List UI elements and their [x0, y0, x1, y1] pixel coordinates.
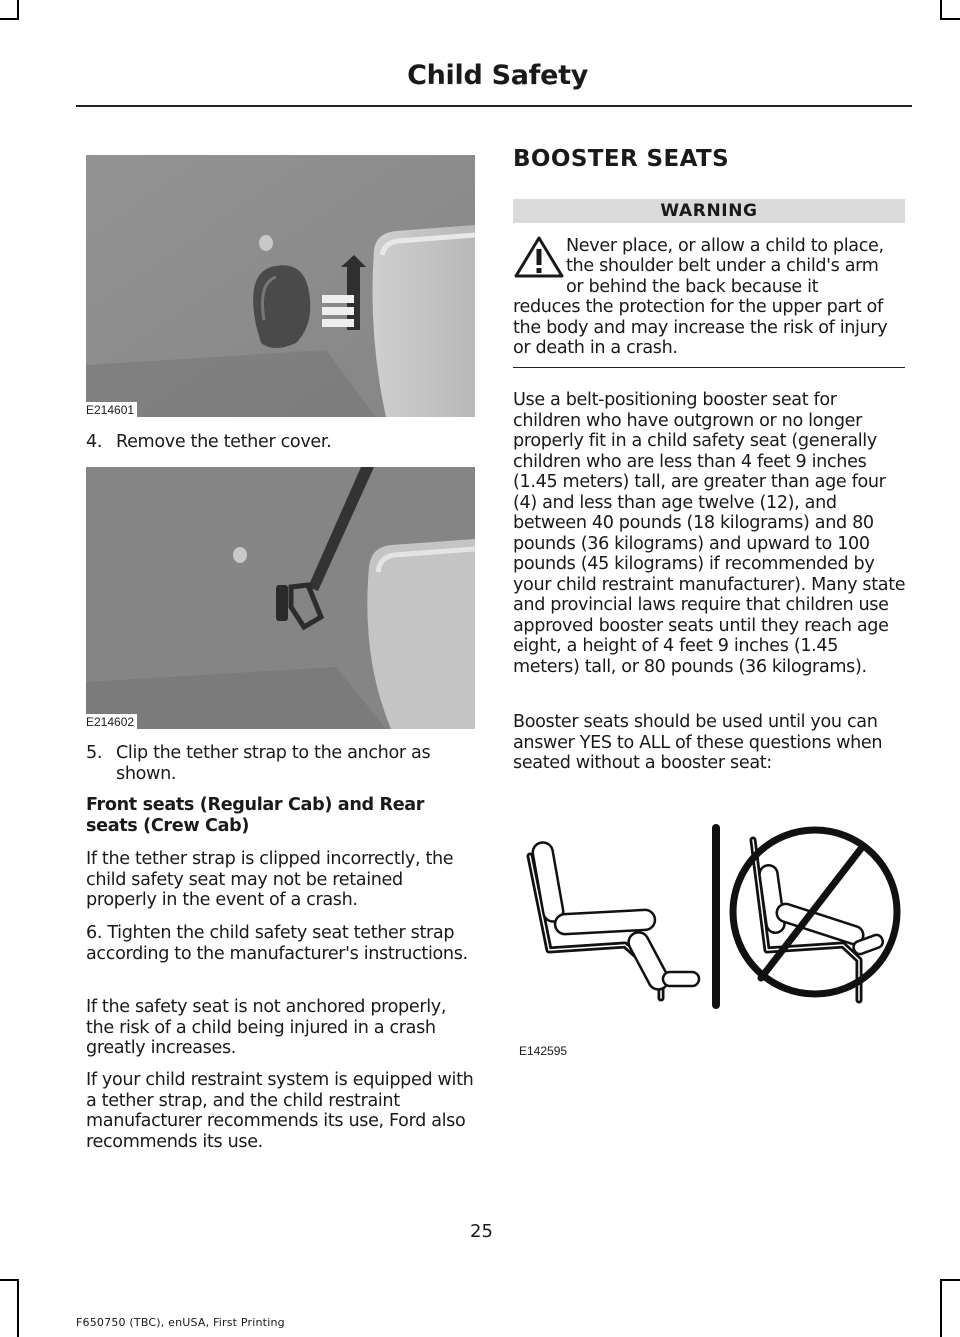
- paragraph: Booster seats should be used until you can answer YES to ALL of these questions when seated without a booster seat:: [513, 712, 883, 773]
- seating-posture-diagram: [513, 820, 913, 1010]
- figure-tether-clip: [86, 467, 475, 729]
- crop-mark: [940, 1279, 942, 1337]
- subheading: Front seats (Regular Cab) and Rear seats (Crew Cab): [86, 795, 425, 836]
- figure-code: E214602: [86, 714, 137, 729]
- warning-text: or behind the back because it: [566, 277, 819, 297]
- step-5: [86, 743, 476, 784]
- step-text: Clip the tether strap to the anchor as shown.: [116, 743, 431, 784]
- publication-info: F650750 (TBC), enUSA, First Printing: [76, 1316, 285, 1329]
- crop-mark: [941, 18, 960, 20]
- figure-code: E214601: [86, 402, 137, 417]
- crop-mark: [941, 1279, 960, 1281]
- page-title: Child Safety: [407, 60, 588, 91]
- warning-triangle-icon: [513, 234, 565, 280]
- warning-label: WARNING: [513, 199, 905, 223]
- section-title: BOOSTER SEATS: [513, 146, 730, 172]
- step-text: Remove the tether cover.: [116, 432, 332, 452]
- warning-text: the shoulder belt under a child's arm: [566, 256, 879, 276]
- crop-mark: [940, 0, 942, 20]
- paragraph: If your child restraint system is equipped with a tether strap, and the child restraint manufacturer recommends its use, Ford also recommends its use.: [86, 1070, 474, 1152]
- figure-code: E142595: [519, 1044, 568, 1058]
- paragraph: If the tether strap is clipped incorrectly, the child safety seat may not be retained properly in the event of a crash.: [86, 849, 454, 910]
- figure-tether-cover: [86, 155, 475, 417]
- crop-mark: [17, 0, 19, 20]
- header-divider: [76, 105, 912, 107]
- step-number: 5.: [86, 743, 103, 763]
- warning-divider: [513, 367, 905, 368]
- step-number: 4.: [86, 432, 103, 452]
- step-4: [86, 432, 476, 453]
- warning-text: reduces the protection for the upper part of the body and may increase the risk of injury or death in a crash.: [513, 297, 888, 358]
- paragraph: If the safety seat is not anchored properly, the risk of a child being injured in a crash greatly increases.: [86, 997, 447, 1058]
- paragraph: 6. Tighten the child safety seat tether strap according to the manufacturer's instructions.: [86, 923, 468, 964]
- paragraph: Use a belt-positioning booster seat for children who have outgrown or no longer properly fit in a child safety seat (generally children who are less than 4 feet 9 inches (1.45 meters) tall, are greater than age four (4) and less than age twelve (12), and between 40 pounds (18 kilograms) and 80 pounds (36 kilograms) and upward to 100 pounds (45 kilograms) if recommended by your child restraint manufacturer). Many state and provincial laws require that children use approved booster seats until they reach age eight, a height of 4 feet 9 inches (1.45 meters) tall, or 80 pounds (36 kilograms).: [513, 390, 906, 677]
- page-number: 25: [470, 1221, 493, 1242]
- warning-text: Never place, or allow a child to place,: [566, 236, 884, 256]
- crop-mark: [0, 1279, 19, 1281]
- crop-mark: [0, 18, 19, 20]
- crop-mark: [17, 1279, 19, 1337]
